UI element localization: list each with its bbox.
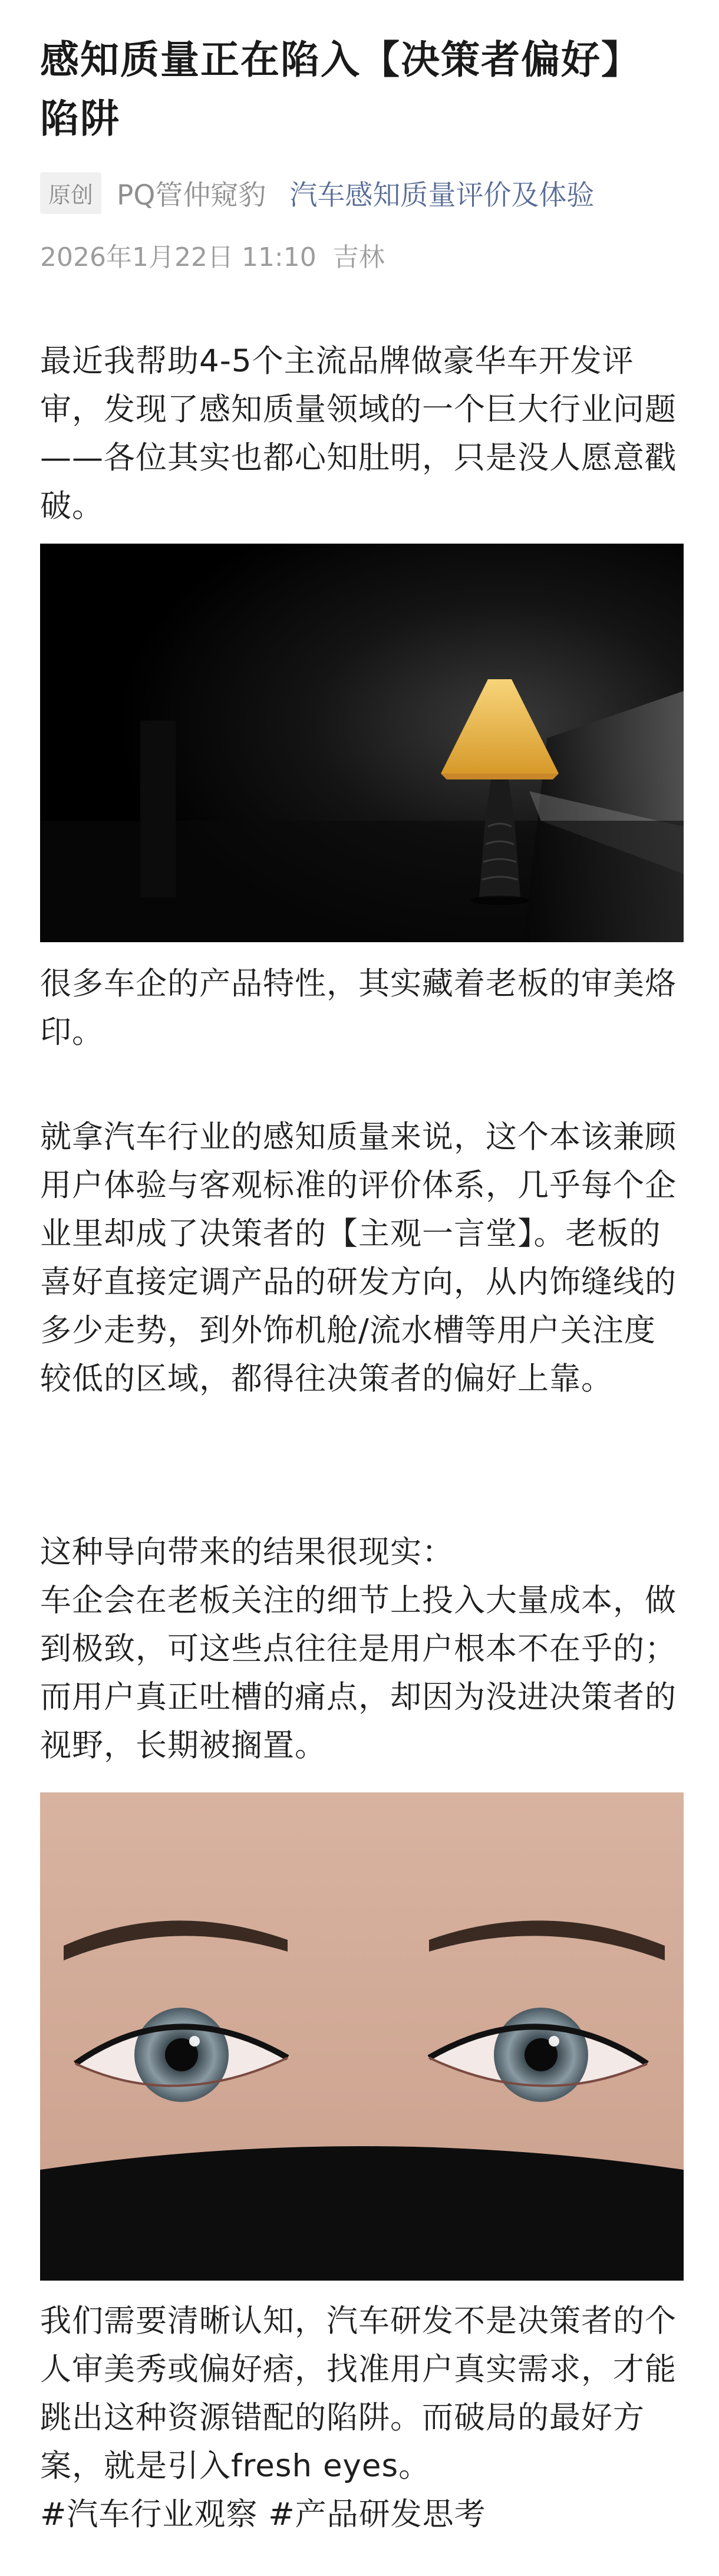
account-link[interactable]: 汽车感知质量评价及体验 xyxy=(289,179,595,212)
paragraph-1: 最近我帮助4-5个主流品牌做豪华车开发评审，发现了感知质量领域的一个巨大行业问题——各位其实也都心知肚明，只是没人愿意戳破。 xyxy=(40,343,677,524)
publish-date: 2026年1月22日 11:10 xyxy=(40,242,316,272)
paragraph-4-lead: 这种导向带来的结果很现实： xyxy=(40,1534,454,1570)
publish-info xyxy=(40,236,385,274)
author-name[interactable]: PQ管仲窥豹 xyxy=(117,179,266,212)
original-badge: 原创 xyxy=(40,172,101,214)
eyes-image[interactable] xyxy=(40,1792,684,2281)
paragraph-2: 很多车企的产品特性，其实藏着老板的审美烙印。 xyxy=(40,966,677,1050)
article-title: 感知质量正在陷入【决策者偏好】陷阱 xyxy=(40,37,641,142)
lamp-image[interactable] xyxy=(40,544,684,942)
hashtags[interactable]: #汽车行业观察 #产品研发思考 xyxy=(40,2496,486,2532)
paragraph-3: 就拿汽车行业的感知质量来说，这个本该兼顾用户体验与客观标准的评价体系，几乎每个企业里却成了决策者的【主观一言堂】。老板的喜好直接定调产品的研发方向，从内饰缝线的多少走势，到外饰机舱/流水槽等用户关注度较低的区域，都得往决策者的偏好上靠。 xyxy=(40,1119,677,1397)
paragraph-5: 我们需要清晰认知，汽车研发不是决策者的个人审美秀或偏好痞，找准用户真实需求，才能跳出这种资源错配的陷阱。而破局的最好方案，就是引入fresh eyes。 xyxy=(40,2303,677,2484)
paragraph-4-body: 车企会在老板关注的细节上投入大量成本，做到极致，可这些点往往是用户根本不在乎的；而用户真正吐槽的痛点，却因为没进决策者的视野，长期被搁置。 xyxy=(40,1583,677,1764)
publish-location: 吉林 xyxy=(332,242,385,272)
article-meta xyxy=(40,172,594,214)
